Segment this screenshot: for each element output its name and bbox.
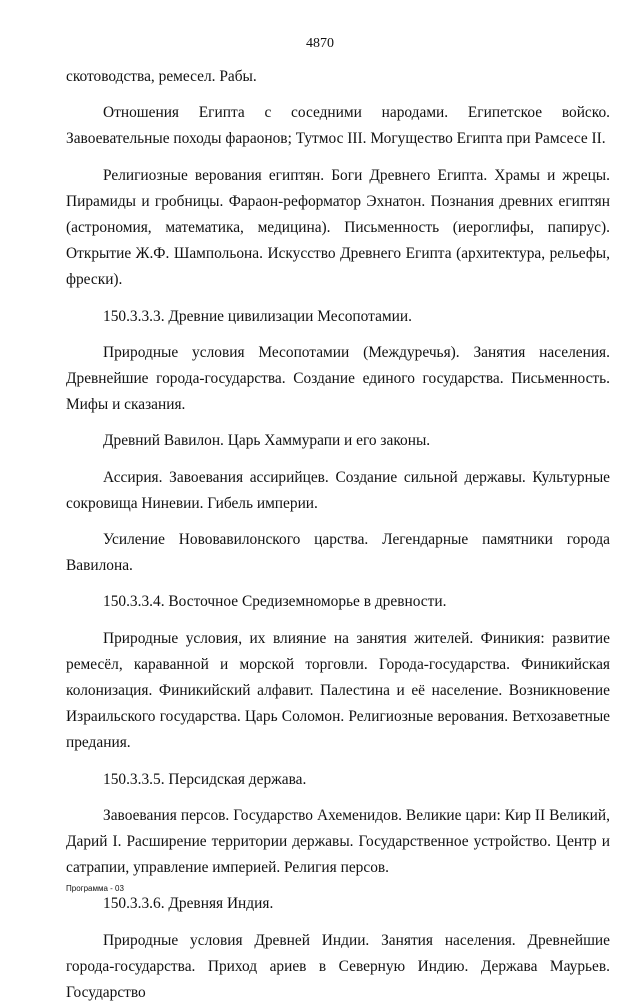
- paragraph-egypt-relations: Отношения Египта с соседними народами. Египетское войско. Завоевательные походы фараонов; Тутмос III. Могущество Египта при Рамсесе II.: [66, 104, 610, 148]
- document-body: [66, 64, 610, 1006]
- section-heading-india: 150.3.3.6. Древняя Индия.: [103, 895, 274, 913]
- paragraph-babylon: Древний Вавилон. Царь Хаммурапи и его законы.: [103, 432, 431, 450]
- paragraph-assyria: Ассирия. Завоевания ассирийцев. Создание сильной державы. Культурные сокровища Ниневии. Гибель империи.: [66, 468, 610, 512]
- section-heading-mesopotamia: 150.3.3.3. Древние цивилизации Месопотамии.: [103, 307, 412, 325]
- paragraph-india: Природные условия Древней Индии. Занятия населения. Древнейшие города-государства. Приход ариев в Северную Индию. Держава Маурьев. Государство: [66, 931, 610, 1002]
- paragraph-neo-babylon: Усиление Нововавилонского царства. Легендарные памятники города Вавилона.: [66, 531, 610, 575]
- paragraph-continuation: скотоводства, ремесел. Рабы.: [66, 68, 257, 85]
- paragraph-phoenicia: Природные условия, их влияние на занятия жителей. Финикия: развитие ремесёл, караванной и морской торговли. Города-государства. Финикийская колонизация. Финикийский алфавит. Палестина и её население. Возникновение Израильского государства. Царь Соломон. Религиозные верования. Ветхозаветные предания.: [66, 629, 610, 752]
- paragraph-persia: Завоевания персов. Государство Ахеменидов. Великие цари: Кир II Великий, Дарий I. Расширение территории державы. Государственное устройство. Центр и сатрапии, управление империей. Религия персов.: [66, 806, 610, 877]
- paragraph-egypt-religion: Религиозные верования египтян. Боги Древнего Египта. Храмы и жрецы. Пирамиды и гробницы. Фараон-реформатор Эхнатон. Познания древних египтян (астрономия, математика, медицина). Письменность (иероглифы, папирус). Открытие Ж.Ф. Шампольона. Искусство Древнего Египта (архитектура, рельефы, фрески).: [66, 166, 610, 289]
- page-number: 4870: [306, 36, 334, 51]
- section-heading-mediterranean: 150.3.3.4. Восточное Средиземноморье в древности.: [103, 593, 447, 611]
- footer-note: Программа - 03: [66, 884, 124, 893]
- paragraph-mesopotamia-nature: Природные условия Месопотамии (Междуречья). Занятия населения. Древнейшие города-государства. Создание единого государства. Письменность. Мифы и сказания.: [66, 343, 610, 414]
- section-heading-persia: 150.3.3.5. Персидская держава.: [103, 770, 307, 788]
